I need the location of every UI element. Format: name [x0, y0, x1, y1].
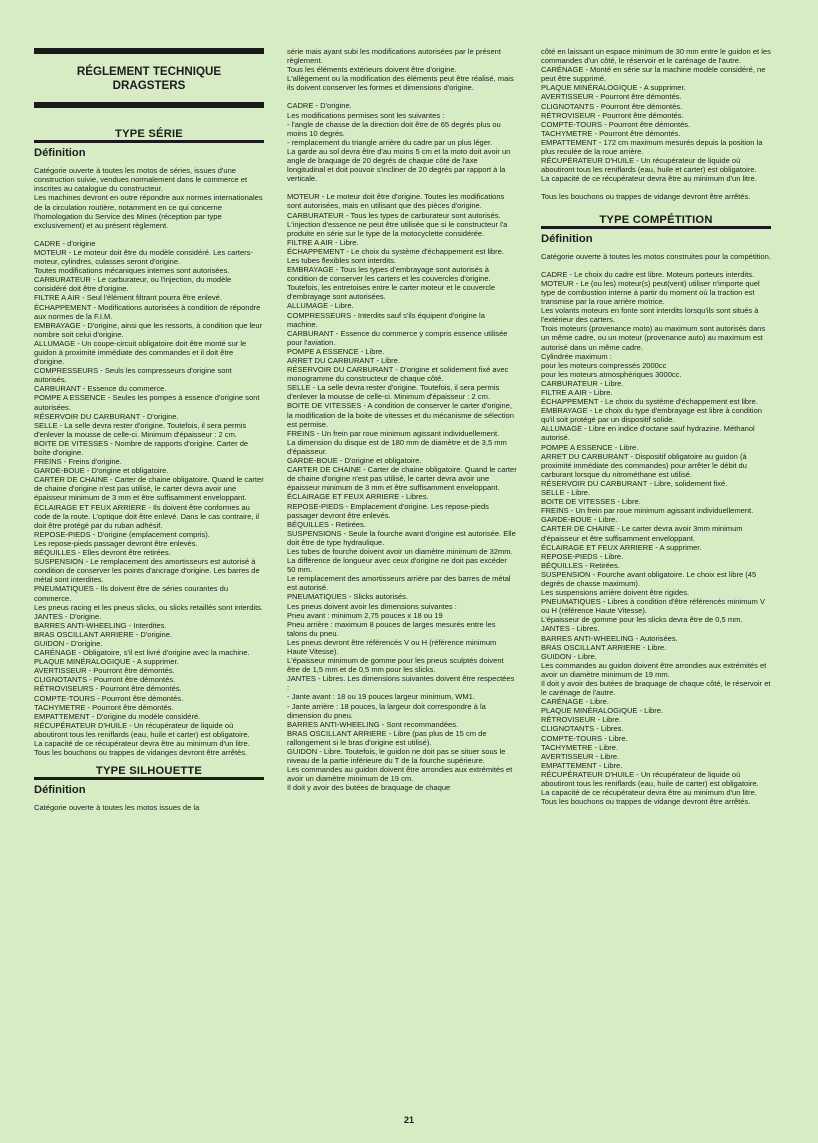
- rule-item: La capacité de ce récupérateur devra être au minimum d'un litre.: [541, 788, 757, 798]
- rule-item: Les commandes au guidon doivent être arrondies aux extrémités et avoir un diamètre minimum de 19 mm.: [541, 660, 767, 679]
- intro-block: [34, 166, 264, 230]
- rule-item: POMPE A ESSENCE - Seules les pompes à essence d'origine sont autorisées.: [34, 393, 260, 412]
- section-rule: [34, 140, 264, 143]
- paragraph: Tous les bouchons ou trappes de vidange devront être arrêtés.: [541, 192, 751, 202]
- paragraph: CARÉNAGE - Monté en série sur la machine modèle considéré, ne peut être supprimé.: [541, 65, 766, 84]
- rule-item: ARRET DU CARBURANT - Dispositif obligatoire au guidon (à proximité immédiate des commandes) pour arrêter le débit du carburant lorsque du nitrométhane est utilisé.: [541, 451, 747, 479]
- rule-item: EMBRAYAGE - D'origine, ainsi que les ressorts, à condition que leur nombre soit celui d'origine.: [34, 320, 263, 339]
- rule-item: BRAS OSCILLANT ARRIERE - Libre.: [541, 642, 667, 652]
- section-title-silhouette: TYPE SILHOUETTE: [95, 765, 203, 778]
- section-rule: [34, 777, 264, 780]
- paragraph: La dimension du disque est de 180 mm de diamètre et de 3,5 mm d'épaisseur.: [287, 437, 507, 456]
- silhouette-intro: Catégorie ouverte à toutes les motos issues de la: [34, 803, 200, 813]
- definition-heading: Définition: [541, 232, 593, 245]
- rule-item: SELLE - Libre.: [541, 488, 591, 498]
- paragraph: BÉQUILLES - Retirées.: [287, 519, 366, 529]
- rule-item: SELLE - La selle devra rester d'origine. Toutefois, il sera permis d'enlever la mousse de celle-ci. Minimum d'épaisseur : 2 cm.: [34, 420, 247, 439]
- paragraph: COMPTE-TOURS - Pourront être démontés.: [541, 119, 691, 129]
- paragraph: Pneu avant : minimum 2,75 pouces x 18 ou 19: [287, 610, 443, 620]
- rule-item: Tous les bouchons ou trappes de vidange devront être arrêtés.: [541, 797, 751, 807]
- rules-list: [34, 239, 264, 757]
- rule-item: CARÉNAGE - Libre.: [541, 697, 609, 707]
- paragraph: GUIDON - Libre. Toutefois, le guidon ne doit pas se situer sous le niveau de la partie inférieure du T de la fourche supérieure.: [287, 747, 506, 766]
- rule-item: SUSPENSION - Fourche avant obligatoire. Le choix est libre (45 degrés de chasse maximum).: [541, 569, 757, 588]
- paragraph: ARRET DU CARBURANT - Libre.: [287, 356, 400, 365]
- rule-item: Trois moteurs (provenance moto) au maximum sont autorisés dans un même cadre, ou un moteur (provenance auto) au maximum est autorisé dans un même cadre.: [541, 324, 766, 352]
- rule-item: PNEUMATIQUES - Libres à condition d'être référencés minimum V ou H (référence Haute Vitesse).: [541, 597, 766, 616]
- section-title-serie: TYPE SÉRIE: [115, 128, 183, 140]
- rule-item: EMPATTEMENT - D'origine du modèle considéré.: [34, 711, 201, 721]
- paragraph: - remplacement du triangle arrière du cadre par un plus léger.: [287, 137, 493, 147]
- paragraph: BARRES ANTI-WHEELING - Sont recommandées.: [287, 719, 459, 729]
- paragraph: JANTES - Libres. Les dimensions suivantes doivent être respectées :: [287, 674, 515, 693]
- rule-item: Cylindrée maximum :: [541, 351, 612, 361]
- paragraph: CLIGNOTANTS - Pourront être démontés.: [541, 101, 683, 111]
- rule-item: Les volants moteurs en fonte sont interdits lorsqu'ils sont situés à l'extérieur des carters.: [541, 306, 759, 325]
- paragraph: MOTEUR - Le moteur doit être d'origine. Toutes les modifications sont autorisées, mais en utilisant que des pièces d'origine.: [287, 192, 505, 211]
- definition-heading: Définition: [34, 147, 86, 160]
- rule-item: POMPE A ESSENCE - Libre.: [541, 442, 639, 452]
- paragraph: ALLUMAGE - Libre.: [287, 301, 354, 311]
- paragraph: FILTRE A AIR - Libre.: [287, 237, 359, 247]
- competition-intro: Catégorie ouverte à toutes les motos construites pour la compétition.: [541, 251, 771, 261]
- paragraph: CARBURATEUR - Tous les types de carburateur sont autorisés. L'injection d'essence ne peut être utilisée que si le constructeur l'a produite en série sur le type de la motocyclette considérée.: [287, 210, 508, 238]
- rule-item: Toutes modifications mécaniques internes sont autorisées.: [34, 266, 230, 276]
- paragraph: Pneu arrière : maximum 8 pouces de larges mesurés entre les talons du pneu.: [287, 619, 496, 638]
- rule-item: REPOSE-PIEDS - Libre.: [541, 551, 624, 561]
- rule-item: RÉTROVISEURS - Pourront être démontés.: [34, 684, 182, 694]
- rule-item: AVERTISSEUR - Libre.: [541, 751, 620, 761]
- paragraph: TACHYMETRE - Pourront être démontés.: [541, 128, 681, 138]
- paragraph: GARDE-BOUE - D'origine et obligatoire.: [287, 456, 422, 466]
- rule-item: BÉQUILLES - Retirées.: [541, 560, 620, 570]
- rule-item: SUSPENSION - Le remplacement des amortisseurs est autorisé à condition de conserver les points d'ancrage d'origine. Les barres de métal sont interdites.: [34, 557, 260, 585]
- rule-item: RÉSERVOIR DU CARBURANT - D'origine.: [34, 411, 179, 421]
- paragraph: REPOSE-PIEDS - Emplacement d'origine. Les repose-pieds passager devront être enlevés.: [287, 501, 489, 520]
- rule-item: FILTRE A AIR - Seul l'élément filtrant pourra être enlevé.: [34, 293, 222, 303]
- rule-item: Tous les bouchons ou trappes de vidanges devront être arrêtés.: [34, 748, 248, 758]
- paragraph: ÉCLAIRAGE ET FEUX ARRIERE - Libres.: [287, 492, 429, 502]
- paragraph: COMPRESSEURS - Interdits sauf s'ils équipent d'origine la machine.: [287, 310, 485, 329]
- paragraph: FREINS - Un frein par roue minimum agissant individuellement.: [287, 428, 500, 438]
- title-line-1: RÉGLEMENT TECHNIQUE: [76, 65, 222, 78]
- rule-item: GUIDON - Libre.: [541, 651, 597, 661]
- paragraph: RÉSERVOIR DU CARBURANT - D'origine et solidement fixé avec monogramme du constructeur de chaque côté.: [287, 365, 509, 384]
- rule-item: CARBURATEUR - Libre.: [541, 378, 624, 388]
- paragraph: Les pneus devront être référencés V ou H (référence minimum Haute Vitesse).: [287, 637, 497, 656]
- rule-item: CARTER DE CHAINE - Le carter devra avoir 3mm minimum d'épaisseur et être suffisamment enveloppant.: [541, 524, 743, 543]
- rule-item: JANTES - Libres.: [541, 624, 600, 634]
- paragraph: PLAQUE MINÉRALOGIQUE - A supprimer.: [541, 83, 686, 93]
- rule-item: PLAQUE MINÉRALOGIQUE - A supprimer.: [34, 657, 179, 667]
- paragraph: - Jante avant : 18 ou 19 pouces largeur minimum, WM1.: [287, 692, 475, 702]
- paragraph: RÉTROVISEUR - Pourront être démontés.: [541, 110, 684, 120]
- paragraph: ÉCHAPPEMENT - Le choix du système d'échappement est libre. Les tubes flexibles sont interdits.: [287, 246, 504, 265]
- paragraph: AVERTISSEUR - Pourront être démontés.: [541, 92, 682, 102]
- rule-item: ÉCHAPPEMENT - Le choix du système d'échappement est libre.: [541, 397, 758, 407]
- rule-item: L'épaisseur de gomme pour les slicks devra être de 0,5 mm.: [541, 615, 743, 625]
- rule-item: Les pneus racing et les pneus slicks, ou slicks retaillés sont interdits.: [34, 602, 264, 612]
- paragraph: - Jante arrière : 18 pouces, la largeur doit correspondre à la dimension du pneu.: [287, 701, 486, 720]
- document-title: [34, 65, 264, 92]
- paragraph: - l'angle de chasse de la direction doit être de 65 degrés plus ou moins 10 degrés.: [287, 119, 501, 138]
- rule-item: CADRE - d'origine: [34, 238, 96, 248]
- page-number: 21: [403, 1115, 414, 1125]
- rule-item: FREINS - Un frein par roue minimum agissant individuellement.: [541, 506, 754, 516]
- paragraph: BOITE DE VITESSES - A condition de conserver le carter d'origine, la modification de la boite de vitesses et du mécanisme de sélection est permise.: [287, 401, 514, 429]
- column-2: [287, 47, 517, 793]
- rule-item: RÉCUPÉRATEUR D'HUILE - Un récupérateur de liquide où aboutiront tous les reniflards (eau, huile de carter) est obligatoire.: [541, 769, 759, 789]
- rule-item: ALLUMAGE - Un coupe-circuit obligatoire doit être monté sur le guidon à proximité immédiate des commandes et il doit être d'origine.: [34, 338, 247, 367]
- title-line-2: DRAGSTERS: [112, 78, 186, 92]
- paragraph: SUSPENSIONS - Seule la fourche avant d'origine est autorisée. Elle doit être de type hydraulique.: [287, 528, 516, 547]
- paragraph: BRAS OSCILLANT ARRIERE - Libre (pas plus de 15 cm de rallongement si le bras d'origine est utilisé).: [287, 728, 487, 747]
- paragraph: CARBURANT - Essence du commerce y compris essence utilisée pour l'aviation.: [287, 328, 508, 347]
- paragraph: SELLE - La selle devra rester d'origine. Toutefois, il sera permis d'enlever la mousse de celle-ci. Minimum d'épaisseur : 2 cm.: [287, 383, 500, 402]
- rule-item: BÉQUILLES - Elles devront être retirées.: [34, 548, 171, 558]
- paragraph: EMPATTEMENT - 172 cm maximum mesurés depuis la position la plus reculée de la roue arrière.: [541, 137, 763, 157]
- rule-item: TACHYMETRE - Libre.: [541, 742, 619, 752]
- rule-item: FILTRE A AIR - Libre.: [541, 388, 613, 397]
- rule-item: CARBURANT - Essence du commerce.: [34, 384, 167, 394]
- rule-item: COMPRESSEURS - Seuls les compresseurs d'origine sont autorisés.: [34, 366, 232, 385]
- paragraph: série mais ayant subi les modifications autorisées par le présent règlement.: [287, 47, 501, 66]
- title-bottom-rule: [34, 102, 264, 108]
- paragraph: Toutefois, les entretoises entre le carter moteur et le couvercle d'embrayage sont autorisées.: [287, 283, 496, 302]
- rule-item: MOTEUR - Le moteur doit être du modèle considéré. Les carters-moteur, cylindres, culasses seront d'origine.: [34, 247, 253, 267]
- intro-paragraph: Les machines devront en outre répondre aux normes internationales de la circulation routière, notamment en ce qui concerne l'homologation du Service des Mines (réception par type exclusivement) et au présent règlement.: [34, 193, 263, 230]
- rule-item: GUIDON - D'origine.: [34, 638, 103, 648]
- column-1: [34, 48, 264, 812]
- paragraph: La capacité de ce récupérateur devra être au minimum d'un litre.: [541, 174, 757, 184]
- rule-item: CLIGNOTANTS - Libres.: [541, 724, 624, 734]
- paragraph: PNEUMATIQUES - Slicks autorisés.: [287, 592, 409, 602]
- column-3: [541, 47, 771, 806]
- rule-item: ÉCHAPPEMENT - Modifications autorisées à condition de répondre aux normes de la F.I.M.: [34, 302, 261, 321]
- rule-item: FREINS - Freins d'origine.: [34, 457, 122, 467]
- rule-item: PNEUMATIQUES - Ils doivent être de séries courantes du commerce.: [34, 584, 229, 603]
- rule-item: RÉCUPÉRATEUR D'HUILE - Un récupérateur de liquide où aboutiront tous les reniflards (eau, huile et carter) est obligatoire.: [34, 720, 250, 739]
- rule-item: BARRES ANTI-WHEELING - Autorisées.: [541, 633, 678, 643]
- rule-item: Il doit y avoir des butées de braquage de chaque côté, le réservoir et le carénage de l'autre.: [541, 679, 771, 698]
- rule-item: COMPTE-TOURS - Libre.: [541, 733, 628, 743]
- rule-item: BOITE DE VITESSES - Libre.: [541, 497, 641, 507]
- paragraph: RÉCUPÉRATEUR D'HUILE - Un récupérateur de liquide où aboutiront tous les reniflards (eau, huile et carter) est obligatoire.: [541, 156, 757, 175]
- rule-item: RÉTROVISEUR - Libre.: [541, 715, 622, 725]
- paragraph: Les commandes au guidon doivent être arrondies aux extrémités et avoir un diamètre minimum de 19 cm.: [287, 765, 513, 784]
- paragraph: côté en laissant un espace minimum de 30 mm entre le guidon et les commandes d'un côté, le réservoir et le carénage de l'autre.: [541, 47, 771, 66]
- rule-item: BOITE DE VITESSES - Nombre de rapports d'origine. Carter de boîte d'origine.: [34, 438, 249, 457]
- rule-item: EMBRAYAGE - Le choix du type d'embrayage est libre à condition qu'il soit protégé par un dispositif solide.: [541, 406, 762, 425]
- paragraph: POMPE A ESSENCE - Libre.: [287, 346, 385, 356]
- rule-item: REPOSE-PIEDS - D'origine (emplacement compris).: [34, 529, 210, 539]
- rule-item: RÉSERVOIR DU CARBURANT - Libre, solidement fixé.: [541, 478, 728, 488]
- section-title-competition: TYPE COMPÉTITION: [599, 213, 713, 226]
- rule-item: COMPTE-TOURS - Pourront être démontés.: [34, 693, 184, 703]
- rule-item: CARBURATEUR - Le carburateur, ou l'injection, du modèle considéré doit être d'origine.: [34, 275, 232, 294]
- paragraph: EMBRAYAGE - Tous les types d'embrayage sont autorisés à condition de conserver les carters et les couvercles d'origine.: [287, 265, 491, 284]
- paragraph: Les modifications permises sont les suivantes :: [287, 110, 445, 120]
- rule-item: CADRE - Le choix du cadre est libre. Moteurs porteurs interdits.: [541, 269, 755, 279]
- paragraph: Les pneus doivent avoir les dimensions suivantes :: [287, 601, 457, 611]
- paragraph: CADRE - D'origine.: [287, 101, 352, 111]
- rule-item: pour les moteurs atmosphériques 3000cc.: [541, 369, 682, 379]
- paragraph: Tous les éléments extérieurs doivent être d'origine.: [287, 65, 457, 75]
- top-rule: [34, 48, 264, 54]
- rule-item: BRAS OSCILLANT ARRIERE - D'origine.: [34, 629, 173, 639]
- rule-item: JANTES - D'origine.: [34, 611, 102, 621]
- paragraph: L'épaisseur minimum de gomme pour les pneus sculptés doivent être de 1,5 mm et de 0,5 mm pour les slicks.: [287, 656, 504, 675]
- intro-paragraph: Catégorie ouverte à toutes les motos de séries, issues d'une construction suivie, vendues normalement dans le commerce et inscrites au catalogue du constructeur.: [34, 166, 248, 194]
- rule-item: pour les moteurs compressés 2000cc: [541, 360, 667, 370]
- rules-list: [541, 270, 771, 807]
- section-rule: [541, 226, 771, 229]
- rule-item: AVERTISSEUR - Pourront être démontés.: [34, 666, 175, 676]
- rule-item: Les suspensions arrière doivent être rigides.: [541, 588, 690, 598]
- rule-item: PLAQUE MINÉRALOGIQUE - Libre.: [541, 706, 664, 716]
- rule-item: CARTER DE CHAINE - Carter de chaine obligatoire. Quand le carter de chaine d'origine n'est pas utilisé, le carter devra avoir une épaisseur minimum de 3 mm et être suffisamment enveloppant.: [34, 475, 264, 503]
- rule-item: Les repose-pieds passager devront être enlevés.: [34, 538, 198, 548]
- rule-item: La capacité de ce récupérateur devra être au minimum d'un litre.: [34, 739, 250, 748]
- rule-item: ÉCLAIRAGE ET FEUX ARRIERE - A supprimer.: [541, 542, 702, 552]
- rule-item: MOTEUR - Le (ou les) moteur(s) peut(vent) utiliser n'importe quel type de combustion interne à partir du moment où la traction est transmise par la roue arrière motrice.: [541, 278, 760, 307]
- paragraph: Il doit y avoir des butées de braquage de chaque: [287, 783, 451, 793]
- paragraph: La garde au sol devra être d'au moins 5 cm et la moto doit avoir un angle de braquage de 20 degrés de chaque côté de l'axe longitudinal et doit pouvoir s'incliner de 20 degrés par rapport à la verticale.: [287, 146, 511, 184]
- definition-heading: Définition: [34, 784, 86, 797]
- paragraph: Le remplacement des amortisseurs arrière par des barres de métal est autorisé.: [287, 574, 511, 593]
- rule-item: BARRES ANTI-WHEELING - Interdites.: [34, 620, 167, 630]
- rule-item: ÉCLAIRAGE ET FEUX ARRIERE - Ils doivent être conformes au code de la route. L'optique doit être enlevé. Dans le cas contraire, il doit être protégé par du ruban adhésif.: [34, 502, 260, 530]
- paragraph: CARTER DE CHAINE - Carter de chaine obligatoire. Quand le carter de chaine d'origine n'est pas utilisé, le carter devra avoir une épaisseur minimum de 3 mm et être suffisamment enveloppant.: [287, 465, 517, 493]
- paragraph: L'allègement ou la modification des éléments peut être réalisé, mais ils doivent conserver les formes et dimensions d'origine.: [287, 74, 514, 93]
- rule-item: EMPATTEMENT - Libre.: [541, 760, 623, 770]
- rule-item: TACHYMETRE - Pourront être démontés.: [34, 702, 174, 712]
- paragraph: Les tubes de fourche doivent avoir un diamètre minimum de 32mm. La différence de longueur avec ceux d'origine ne doit pas excéder 50 mm.: [287, 546, 513, 575]
- rule-item: ALLUMAGE - Libre en indice d'octane sauf hydrazine. Méthanol autorisé.: [541, 424, 755, 443]
- rule-item: GARDE-BOUE - Libre.: [541, 515, 618, 525]
- rule-item: CLIGNOTANTS - Pourront être démontés.: [34, 675, 176, 685]
- rule-item: GARDE-BOUE - D'origine et obligatoire.: [34, 466, 169, 476]
- rule-item: CARÉNAGE - Obligatoire, s'il est livré d'origine avec la machine.: [34, 648, 250, 658]
